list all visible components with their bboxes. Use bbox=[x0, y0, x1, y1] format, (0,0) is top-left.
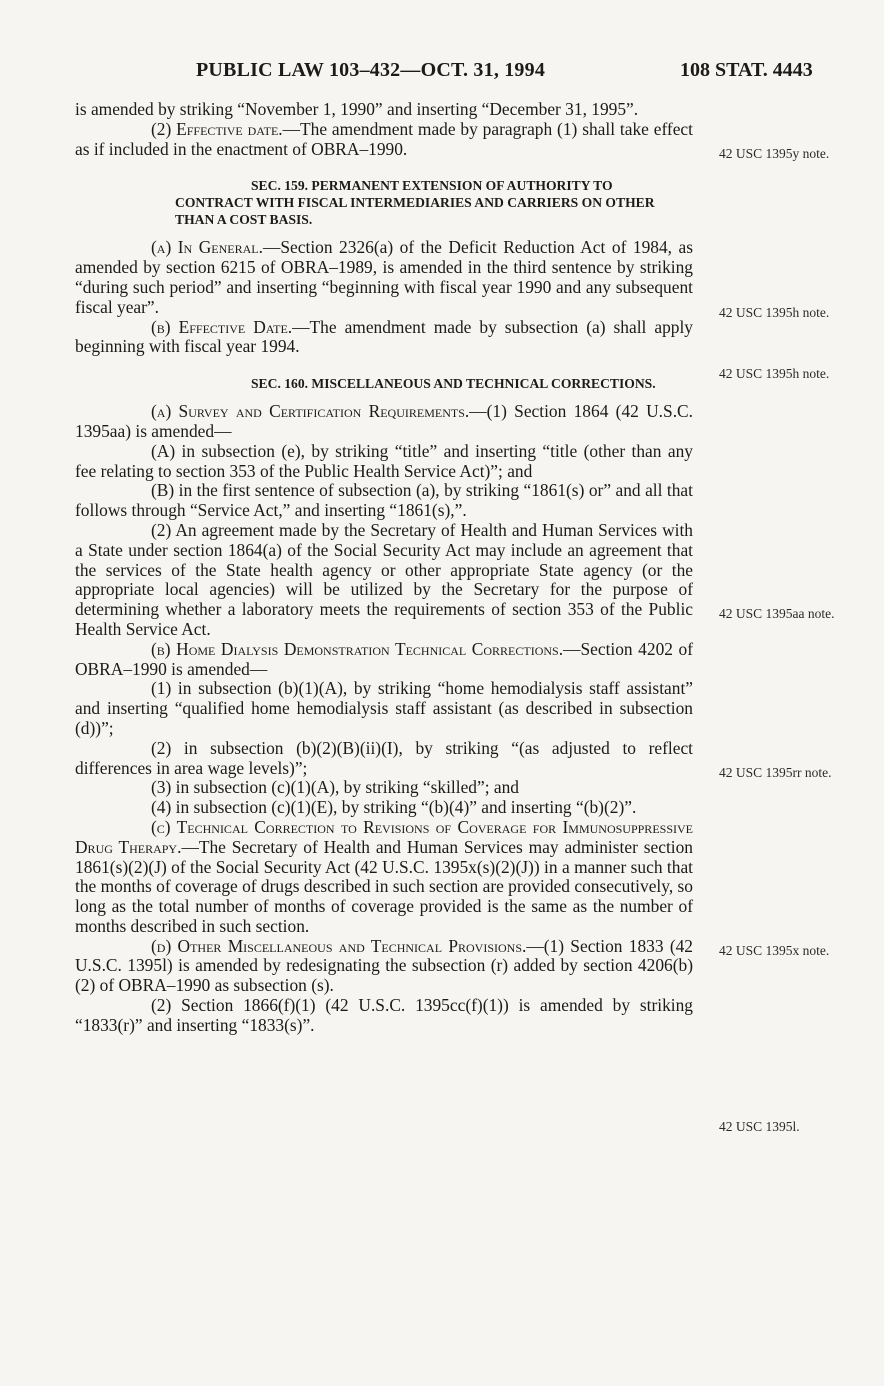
margin-note-usc: 42 USC 1395x note. bbox=[719, 943, 830, 958]
section-160-b bbox=[75, 640, 693, 680]
subsection-body: —The amendment made by paragraph (1) shall take effect as if included in the enactment of OBRA–1990. bbox=[75, 118, 693, 159]
section-159-heading: SEC. 159. PERMANENT EXTENSION OF AUTHORITY TO CONTRACT WITH FISCAL INTERMEDIARIES AND CARRIERS ON OTHER THAN A COST BASIS. bbox=[175, 178, 655, 228]
section-160-a-2: (2) An agreement made by the Secretary of Health and Human Services with a State under section 1864(a) of the Social Security Act may include an agreement that the services of the State health agency or other appropriate State agency (or the appropriate local agencies) will be utilized by the Secretary for the purpose of determining whether a laboratory meets the requirements of section 353 of the Public Health Service Act. bbox=[75, 519, 693, 639]
section-160-a-A: (A) in subsection (e), by striking “title” and inserting “title (other than any fee relating to section 353 of the Public Health Service Act)”; and bbox=[75, 440, 693, 481]
section-160-b-4: (4) in subsection (c)(1)(E), by striking “(b)(4)” and inserting “(b)(2)”. bbox=[151, 797, 637, 818]
subsection-body: —(1) Section 1864 (42 U.S.C. 1395aa) is amended— bbox=[75, 401, 693, 441]
subsection-heading: (a) Survey and Certification Requirements. bbox=[151, 401, 470, 422]
margin-note-usc: 42 USC 1395rr note. bbox=[719, 765, 832, 780]
section-160-b-1: (1) in subsection (b)(1)(A), by striking “home hemodialysis staff assistant” and inserting “qualified home hemodialysis staff assistant (as described in subsection (d))”; bbox=[75, 678, 693, 738]
subsection-heading: (d) Other Miscellaneous and Technical Provisions. bbox=[151, 935, 527, 956]
body-text bbox=[75, 100, 693, 1036]
section-160-b-3: (3) in subsection (c)(1)(A), by striking “skilled”; and bbox=[151, 777, 520, 798]
subsection-body: —Section 2326(a) of the Deficit Reduction Act of 1984, as amended by section 6215 of OBRA–1989, is amended in the third sentence by striking “during such period” and inserting “beginning with fiscal year 1990 and any subsequent fiscal year”. bbox=[75, 237, 694, 317]
section-160-d-2: (2) Section 1866(f)(1) (42 U.S.C. 1395cc(f)(1)) is amended by striking “1833(r)” and inserting “1833(s)”. bbox=[75, 995, 693, 1035]
subsection-body: —The amendment made by subsection (a) shall apply beginning with fiscal year 1994. bbox=[75, 316, 693, 357]
running-header-title: PUBLIC LAW 103–432—OCT. 31, 1994 bbox=[196, 59, 546, 81]
section-160-d bbox=[75, 937, 693, 996]
section-160-c bbox=[75, 818, 693, 937]
subsection-body: —(1) Section 1833 (42 U.S.C. 1395l) is amended by redesignating the subsection (r) added by section 4206(b)(2) of OBRA–1990 as subsection (s). bbox=[75, 935, 694, 996]
margin-note-usc: 42 USC 1395h note. bbox=[719, 366, 830, 381]
running-header-page-citation: 108 STAT. 4443 bbox=[680, 59, 813, 81]
section-160-a bbox=[75, 402, 693, 442]
section-159-b bbox=[75, 318, 693, 358]
subsection-heading: (b) Home Dialysis Demonstration Technical Corrections. bbox=[151, 638, 564, 659]
margin-note-usc: 42 USC 1395l. bbox=[719, 1119, 800, 1134]
subsection-heading: (a) In General. bbox=[151, 237, 263, 258]
subsection-heading: (c) Technical Correction to Revisions of Coverage for Immunosuppressive Drug Therapy. bbox=[75, 816, 693, 857]
subsection-heading: (b) Effective Date. bbox=[151, 316, 293, 337]
section-159-a bbox=[75, 238, 693, 317]
paragraph-effective-date bbox=[75, 120, 693, 160]
margin-note-usc: 42 USC 1395h note. bbox=[719, 305, 830, 320]
paragraph-continuation: is amended by striking “November 1, 1990” and inserting “December 31, 1995”. bbox=[75, 99, 639, 119]
section-160-heading: SEC. 160. MISCELLANEOUS AND TECHNICAL CORRECTIONS. bbox=[251, 376, 656, 392]
margin-note-usc: 42 USC 1395aa note. bbox=[719, 606, 835, 621]
section-160-a-B: (B) in the first sentence of subsection (a), by striking “1861(s) or” and all that follows through “Service Act,” and inserting “1861(s),”. bbox=[75, 480, 693, 521]
section-160-b-2: (2) in subsection (b)(2)(B)(ii)(I), by striking “(as adjusted to reflect differences in area wage levels)”; bbox=[75, 737, 693, 778]
subsection-heading: (2) Effective date. bbox=[151, 118, 283, 139]
subsection-body: —Section 4202 of OBRA–1990 is amended— bbox=[75, 638, 693, 679]
margin-note-usc: 42 USC 1395y note. bbox=[719, 146, 830, 161]
subsection-body: —The Secretary of Health and Human Services may administer section 1861(s)(2)(J) of the Social Security Act (42 U.S.C. 1395x(s)(2)(J)) in a manner such that the months of coverage of drugs described in such section are provided consecutively, so long as the total number of months of coverage provided is the same as the number of months described in such section. bbox=[75, 836, 694, 936]
